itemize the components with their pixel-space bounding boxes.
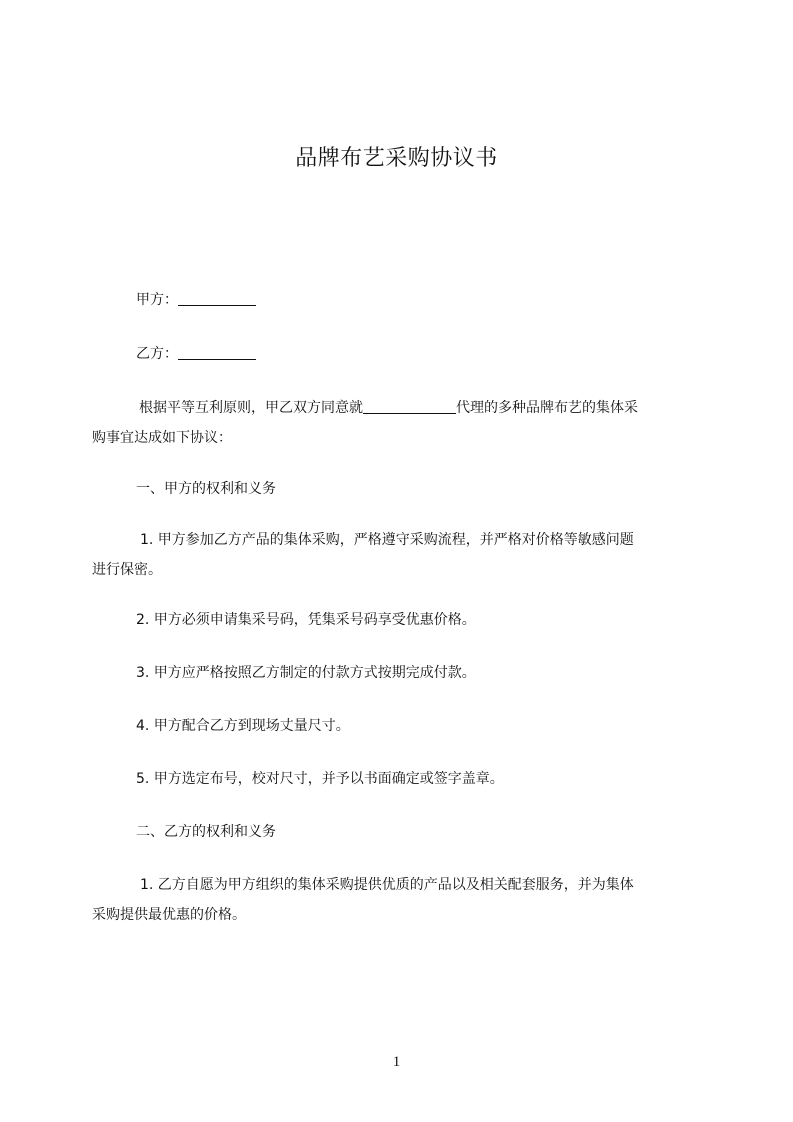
section1-item-1-line1: 1. 甲方参加乙方产品的集体采购，严格遵守采购流程，并严格对价格等敏感问题: [140, 532, 634, 548]
preamble-line2: 购事宜达成如下协议：: [92, 430, 232, 446]
preamble-start: 根据平等互利原则，甲乙双方同意就: [139, 400, 363, 416]
section2-item-1-line2: 采购提供最优惠的价格。: [92, 907, 246, 923]
preamble-paragraph: [92, 393, 708, 453]
party-b-line: [136, 339, 756, 369]
section2-heading: 二、乙方的权利和义务: [136, 824, 276, 840]
page-number: 1: [392, 1054, 401, 1070]
section2-item-1-line1: 1. 乙方自愿为甲方组织的集体采购提供优质的产品以及相关配套服务，并为集体: [140, 877, 634, 893]
party-b-blank: [178, 345, 256, 360]
agent-blank: [363, 399, 456, 414]
section1-item-1: [92, 525, 708, 585]
section1-item-1-line2: 进行保密。: [92, 562, 162, 578]
party-b-label: 乙方：: [136, 346, 178, 362]
section1-item-2: 2. 甲方必须申请集采号码，凭集采号码享受优惠价格。: [136, 612, 476, 628]
section1-item-3: 3. 甲方应严格按照乙方制定的付款方式按期完成付款。: [136, 665, 476, 681]
section1-heading: 一、甲方的权利和义务: [136, 481, 276, 497]
document-title: 品牌布艺采购协议书: [295, 146, 498, 171]
preamble-end: 代理的多种品牌布艺的集体采: [456, 400, 638, 416]
section2-item-1: [92, 870, 708, 930]
section1-item-4: 4. 甲方配合乙方到现场丈量尺寸。: [136, 718, 350, 734]
party-a-line: [136, 285, 756, 315]
party-a-blank: [178, 291, 256, 306]
section1-item-5: 5. 甲方选定布号，校对尺寸，并予以书面确定或签字盖章。: [136, 771, 504, 787]
party-a-label: 甲方：: [136, 292, 178, 308]
